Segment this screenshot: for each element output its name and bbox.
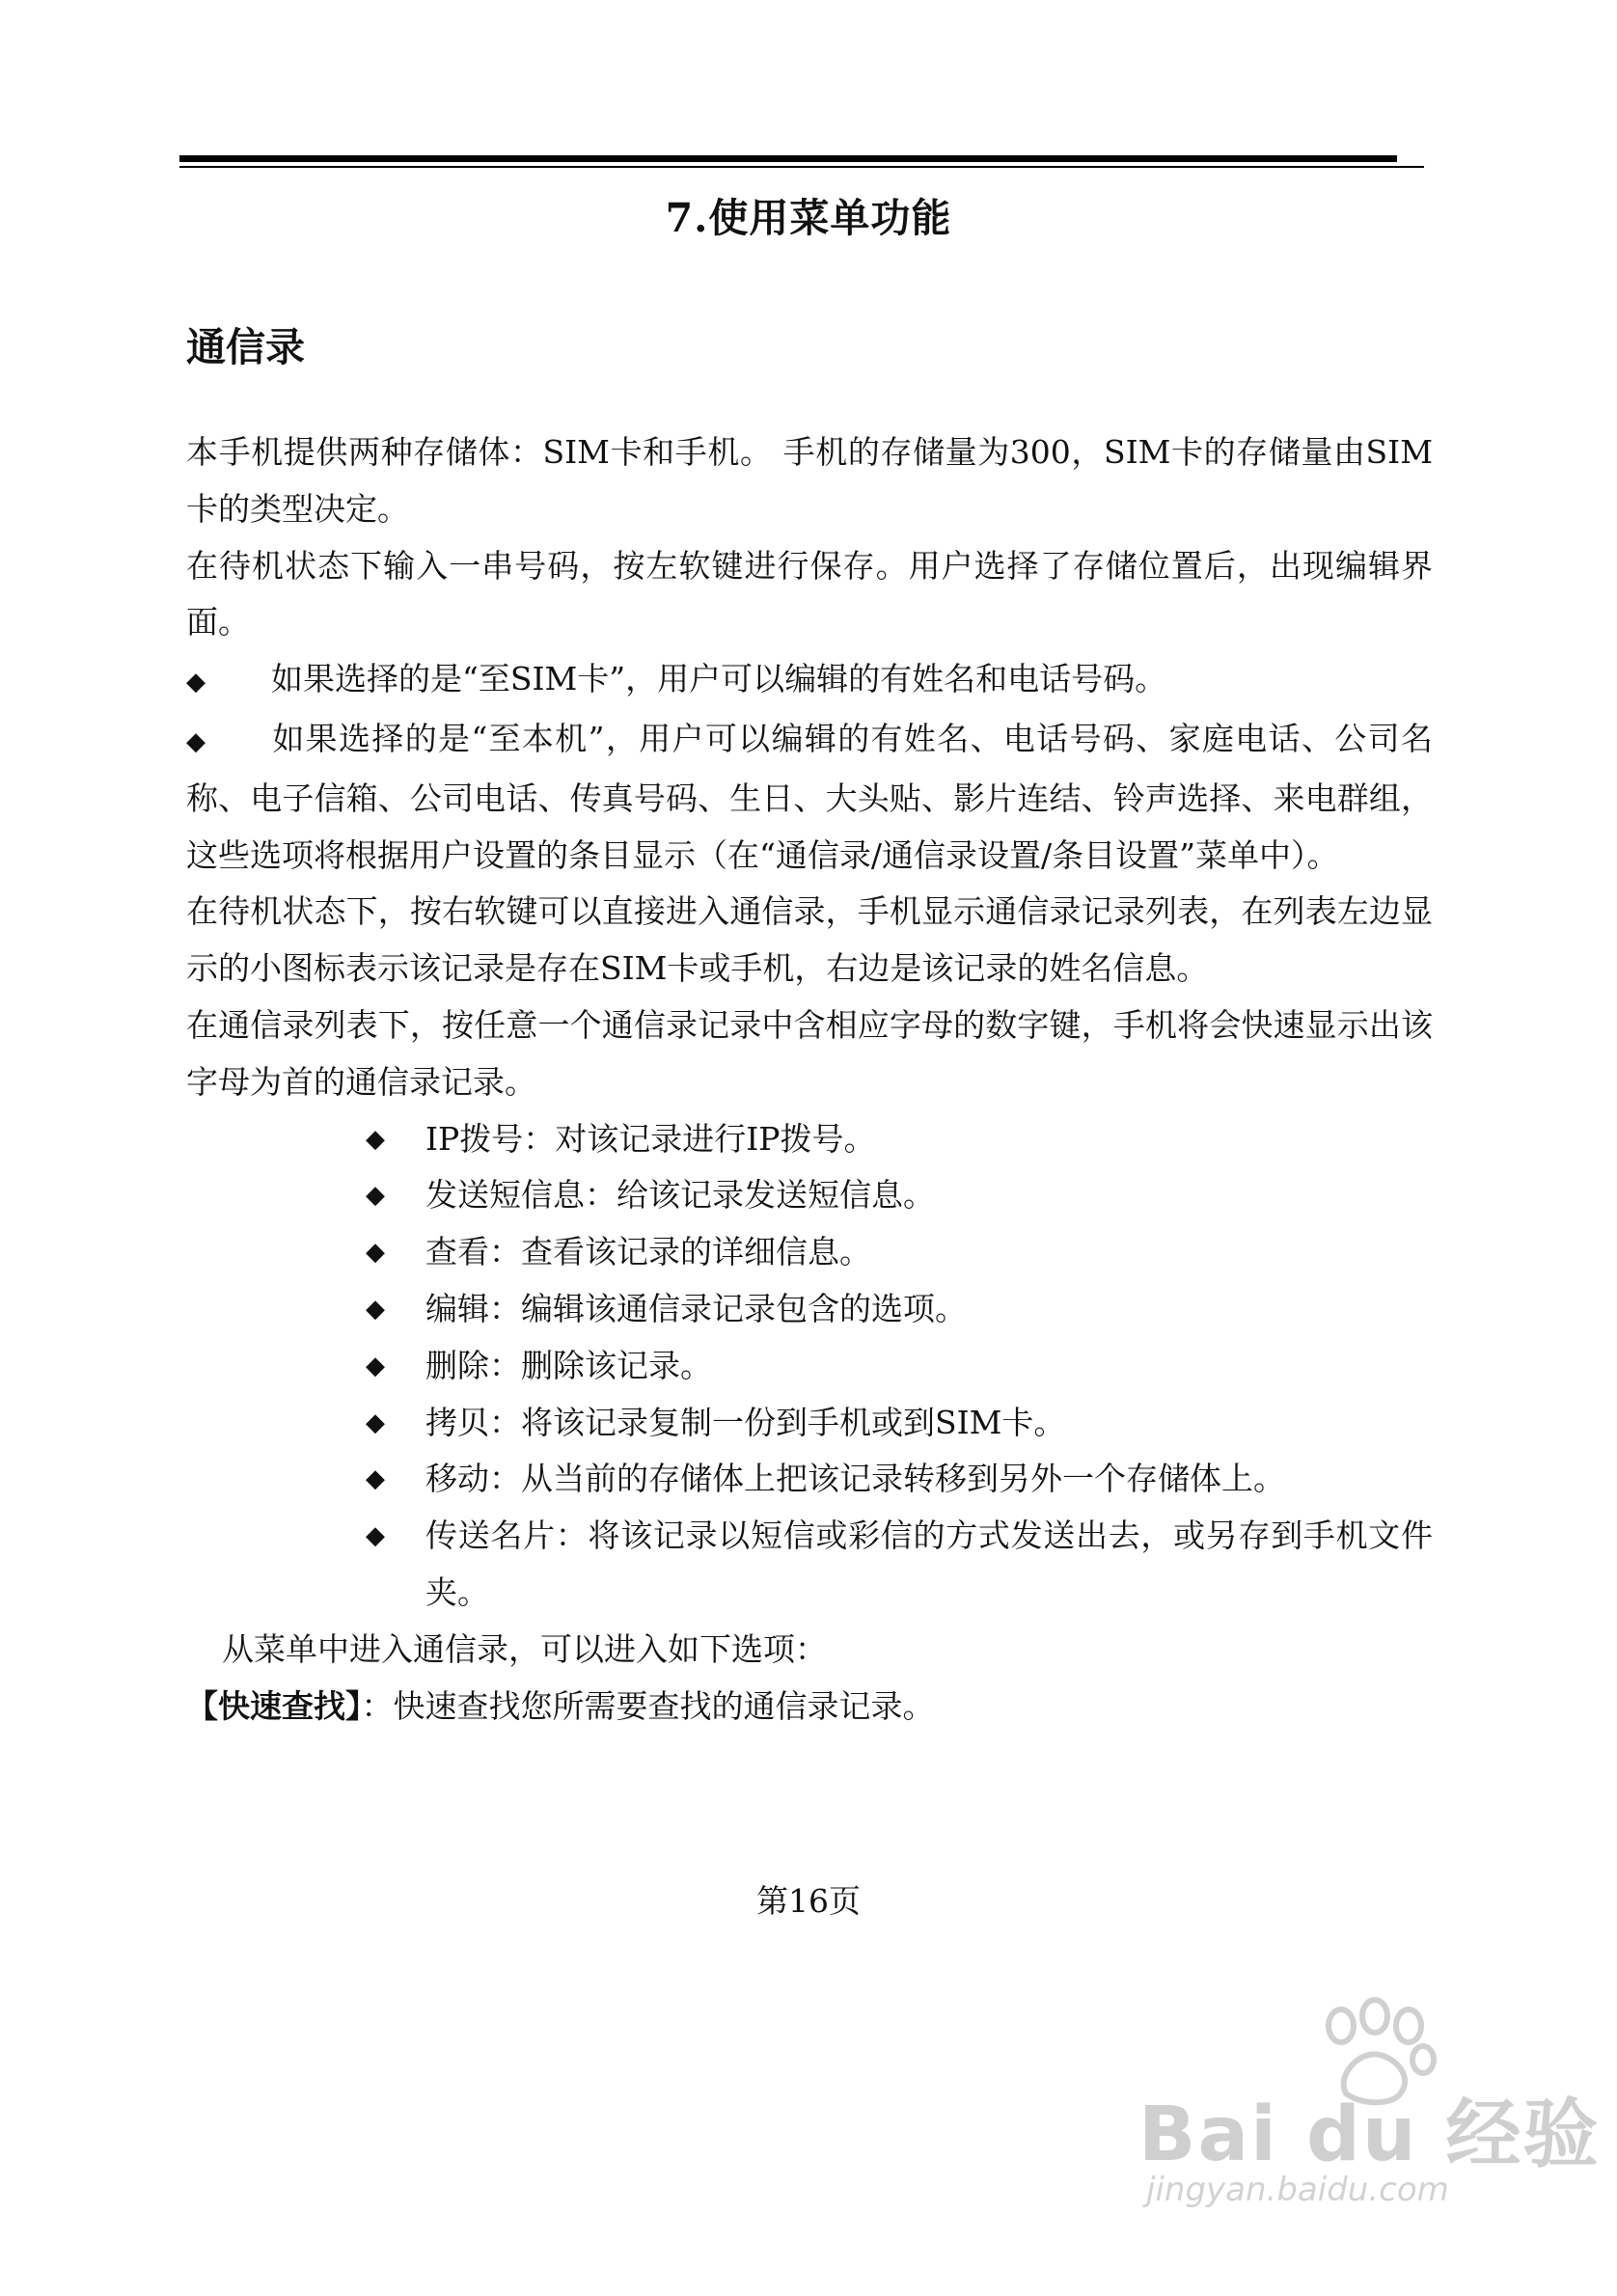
bullet-phone [186,711,1433,884]
paragraph-quick-display: 在通信录列表下，按任意一个通信录记录中含相应字母的数字键，手机将会快速显示出该字母为首的通信录记录。 [186,1005,1433,1101]
option-text: IP拨号：对该记录进行IP拨号。 [425,1119,876,1158]
option-item-send-sms [186,1167,1433,1224]
watermark-brand: Bai du 经验 [1138,2091,1601,2178]
header-rule-thick [179,155,1397,162]
chapter-title: 7.使用菜单功能 [665,195,952,241]
option-text: 拷贝：将该记录复制一份到手机或到SIM卡。 [425,1403,1066,1441]
option-text: 删除：删除该记录。 [425,1346,712,1384]
option-text: 发送短信息：给该记录发送短信息。 [425,1176,935,1215]
paragraph-storage: 本手机提供两种存储体：SIM卡和手机。 手机的存储量为300，SIM卡的存储量由SIM卡的类型决定。 [186,433,1433,528]
diamond-bullet-icon: ◆ [366,1521,385,1551]
option-item-copy [186,1395,1433,1452]
diamond-bullet-icon: ◆ [366,1294,385,1324]
document-body [186,424,1433,1735]
option-item-send-card [186,1508,1433,1622]
diamond-bullet-icon: ◆ [366,1181,385,1211]
diamond-bullet-icon: ◆ [366,1124,385,1154]
diamond-bullet-icon: ◆ [186,726,206,756]
option-item-ip-dial [186,1111,1433,1168]
paragraph-save: 在待机状态下输入一串号码，按左软键进行保存。用户选择了存储位置后，出现编辑界面。 [186,546,1433,642]
diamond-bullet-icon: ◆ [366,1351,385,1380]
option-item-edit [186,1281,1433,1338]
paragraph-menu-entry: 从菜单中进入通信录，可以进入如下选项： [222,1629,827,1668]
diamond-bullet-icon: ◆ [186,668,206,697]
diamond-bullet-icon: ◆ [366,1408,385,1437]
bullet-text: 如果选择的是“至SIM卡”，用户可以编辑的有姓名和电话号码。 [271,660,1167,698]
option-text: 编辑：编辑该通信录记录包含的选项。 [425,1289,967,1327]
quick-find-line [186,1679,1433,1736]
option-text: 移动：从当前的存储体上把该记录转移到另外一个存储体上。 [425,1460,1285,1498]
baidu-watermark [1138,1997,1601,2219]
quick-find-label: 【快速查找】 [186,1686,362,1725]
option-text: 查看：查看该记录的详细信息。 [425,1233,871,1271]
option-text: 传送名片：将该记录以短信或彩信的方式发送出去，或另存到手机文件夹。 [425,1517,1433,1611]
option-item-view [186,1224,1433,1281]
options-list [186,1111,1433,1622]
header-rule-thin [179,166,1424,168]
page-number: 第16页 [756,1882,861,1920]
section-title: 通信录 [186,324,305,370]
bullet-text: 如果选择的是“至本机”，用户可以编辑的有姓名、电话号码、家庭电话、公司名称、电子信箱、公司电话、传真号码、生日、大头贴、影片连结、铃声选择、来电群组，这些选项将根据用户设置的条目显示（在“通信录/通信录设置/条目设置”菜单中）。 [186,719,1433,874]
watermark-url: jingyan.baidu.com [1146,2171,1449,2209]
option-item-move [186,1451,1433,1508]
diamond-bullet-icon: ◆ [366,1238,385,1268]
option-item-delete [186,1338,1433,1395]
quick-find-text: ：快速查找您所需要查找的通信录记录。 [361,1686,935,1725]
diamond-bullet-icon: ◆ [366,1464,385,1494]
bullet-sim [186,651,1433,711]
paragraph-right-softkey: 在待机状态下，按右软键可以直接进入通信录，手机显示通信录记录列表，在列表左边显示的小图标表示该记录是存在SIM卡或手机，右边是该记录的姓名信息。 [186,892,1433,988]
